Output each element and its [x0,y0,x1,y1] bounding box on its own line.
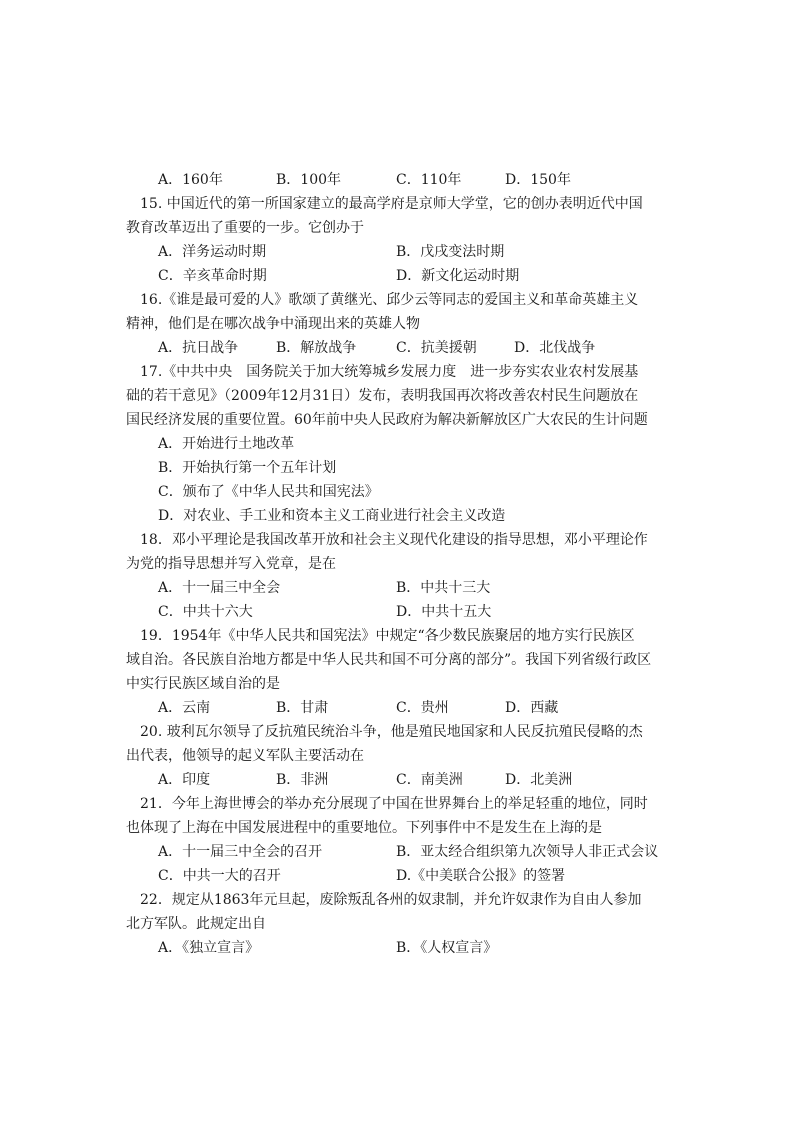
q17-option-d: D．对农业、手工业和资本主义工商业进行社会主义改造 [158,508,506,524]
q21-stem-cont: 也体现了上海在中国发展进程中的重要地位。下列事件中不是发生在上海的是 [126,820,602,836]
q21-option-b: B．亚太经合组织第九次领导人非正式会议 [396,844,659,860]
q15-option-c: C．辛亥革命时期 [158,268,267,284]
q16-stem: 16.《谁是最可爱的人》歌颂了黄继光、邱少云等同志的爱国主义和革命英雄主义 [140,292,639,308]
q18-option-d: D．中共十五大 [396,604,492,620]
q19-stem-cont-line-2 [0,672,794,696]
q20-stem-cont-line [0,744,794,768]
q20-option-c: C．南美洲 [396,772,463,788]
q18-option-b: B．中共十三大 [396,580,491,596]
q16-option-c: C．抗美援朝 [396,340,477,356]
q19-stem-cont-1: 域自治。各民族自治地方都是中华人民共和国不可分离的部分”。我国下列省级行政区 [126,652,652,668]
q15-option-d: D．新文化运动时期 [396,268,520,284]
q17-stem-cont-line-1 [0,384,794,408]
q17-stem-line [0,360,794,384]
q16-option-a: A．抗日战争 [158,340,239,356]
q21-options-row-2 [0,864,794,888]
q21-stem-cont-line [0,816,794,840]
q18-stem-cont: 为党的指导思想并写入党章，是在 [126,556,336,572]
q20-stem-cont: 出代表，他领导的起义军队主要活动在 [126,748,364,764]
q17-option-b: B．开始执行第一个五年计划 [158,460,337,476]
q22-stem-cont: 北方军队。此规定出自 [126,916,266,932]
q18-stem: 18．邓小平理论是我国改革开放和社会主义现代化建设的指导思想，邓小平理论作 [140,532,648,548]
q17-option-a-line [0,432,794,456]
q16-option-b: B．解放战争 [276,340,357,356]
q16-options-row [0,336,794,360]
q15-stem-line [0,192,794,216]
q17-stem: 17.《中共中央 国务院关于加大统筹城乡发展力度 进一步夯实农业农村发展基 [140,364,639,380]
q18-stem-cont-line [0,552,794,576]
q22-options-row [0,936,794,960]
q16-option-d: D．北伐战争 [514,340,596,356]
q21-option-c: C．中共一大的召开 [158,868,281,884]
q20-option-d: D．北美洲 [505,772,573,788]
q17-option-c: C．颁布了《中华人民共和国宪法》 [158,484,379,500]
q19-option-d: D．西藏 [505,700,559,716]
q20-stem: 20. 玻利瓦尔领导了反抗殖民统治斗争，他是殖民地国家和人民反抗殖民侵略的杰 [140,724,643,740]
q15-option-b: B．戊戌变法时期 [396,244,505,260]
q17-option-d-line [0,504,794,528]
q17-stem-cont-2: 国民经济发展的重要位置。60年前中央人民政府为解决新解放区广大农民的生计问题 [126,412,648,428]
q21-option-a: A．十一届三中全会的召开 [158,844,323,860]
q15-options-row-2 [0,264,794,288]
q22-option-b: B．《人权宣言》 [396,940,498,956]
q18-stem-line [0,528,794,552]
q17-option-b-line [0,456,794,480]
q22-stem: 22．规定从1863年元旦起，废除叛乱各州的奴隶制，并允许奴隶作为自由人参加 [140,892,642,908]
q20-option-a: A．印度 [158,772,211,788]
q19-option-c: C．贵州 [396,700,449,716]
q15-stem-cont-line [0,216,794,240]
q21-option-d: D.《中美联合公报》的签署 [396,868,566,884]
q19-stem-cont-2: 中实行民族区域自治的是 [126,676,280,692]
q20-stem-line [0,720,794,744]
q14-option-b: B．100年 [276,172,342,188]
q19-stem: 19．1954年《中华人民共和国宪法》中规定“各少数民族聚居的地方实行民族区 [140,628,635,644]
q16-stem-cont-line [0,312,794,336]
q16-stem-line [0,288,794,312]
q22-option-a: A．《独立宣言》 [158,940,260,956]
q20-options-row [0,768,794,792]
q15-stem-cont: 教育改革迈出了重要的一步。它创办于 [126,220,364,236]
q15-options-row-1 [0,240,794,264]
q21-stem-line [0,792,794,816]
q14-options-row [0,168,794,192]
q18-options-row-1 [0,576,794,600]
q14-option-d: D．150年 [505,172,571,188]
q22-stem-line [0,888,794,912]
q19-stem-cont-line-1 [0,648,794,672]
q14-option-a: A．160年 [158,172,223,188]
q19-options-row [0,696,794,720]
q19-stem-line [0,624,794,648]
q17-option-c-line [0,480,794,504]
q17-stem-cont-1: 础的若干意见》（2009年12月31日）发布，表明我国再次将改善农村民生问题放在 [126,388,639,404]
q21-stem: 21．今年上海世博会的举办充分展现了中国在世界舞台上的举足轻重的地位，同时 [140,796,648,812]
q17-stem-cont-line-2 [0,408,794,432]
q19-option-a: A．云南 [158,700,211,716]
q15-stem: 15. 中国近代的第一所国家建立的最高学府是京师大学堂，它的创办表明近代中国 [140,196,643,212]
q18-options-row-2 [0,600,794,624]
q22-stem-cont-line [0,912,794,936]
q17-option-a: A．开始进行土地改革 [158,436,295,452]
q16-stem-cont: 精神，他们是在哪次战争中涌现出来的英雄人物 [126,316,420,332]
q14-option-c: C．110年 [396,172,462,188]
q19-option-b: B．甘肃 [276,700,329,716]
q18-option-a: A．十一届三中全会 [158,580,281,596]
q21-options-row-1 [0,840,794,864]
q18-option-c: C．中共十六大 [158,604,253,620]
q15-option-a: A．洋务运动时期 [158,244,267,260]
q20-option-b: B．非洲 [276,772,329,788]
